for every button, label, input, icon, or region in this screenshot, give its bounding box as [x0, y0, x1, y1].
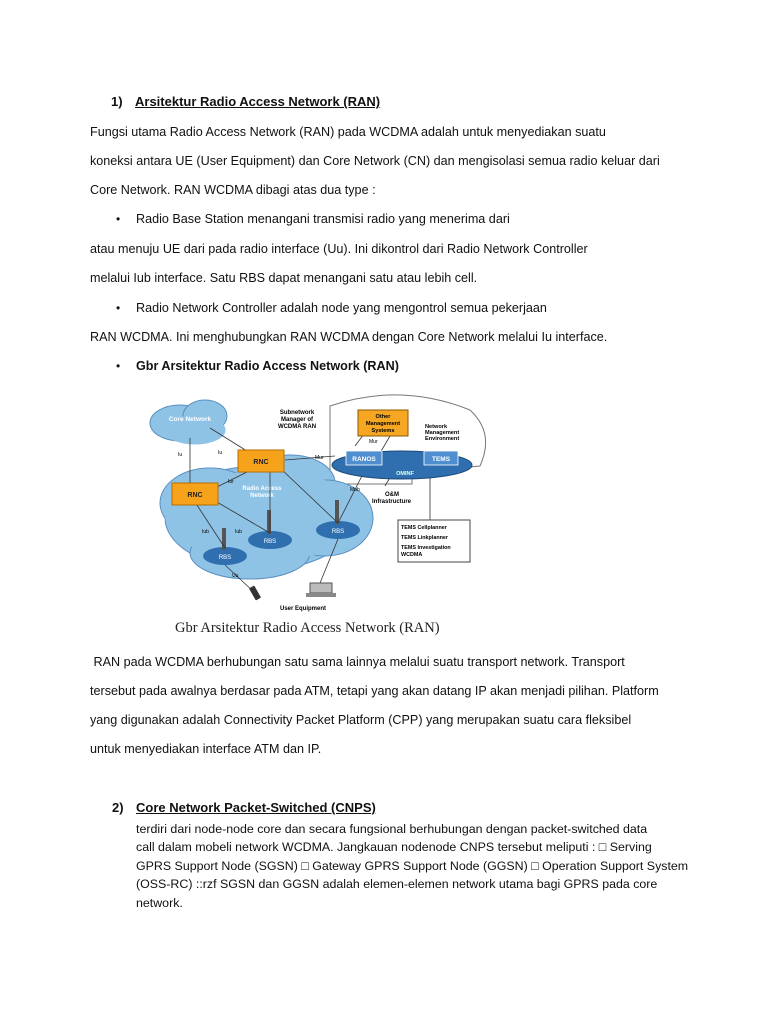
nme-label-2: Management — [425, 430, 460, 436]
user-equipment-label: User Equipment — [279, 606, 327, 612]
iur-label: Iur — [228, 479, 234, 485]
iu-label: Iu — [178, 452, 183, 458]
paragraph-line-4: untuk menyediakan interface ATM dan IP. — [90, 742, 322, 756]
rbs-label: RBS — [218, 555, 232, 561]
section-1-number: 1) — [111, 94, 123, 109]
tems-tool-3: TEMS Investigation — [401, 545, 451, 551]
section-2-line: terdiri dari node-node core dan secara fungsional berhubungan dengan packet-switched data — [136, 822, 648, 836]
other-mgmt-label-1: Other — [375, 414, 391, 420]
paragraph-line-2: tersebut pada awalnya berdasar pada ATM, tetapi yang akan datang IP akan menjadi pilihan. Platform — [90, 684, 659, 698]
core-network-label: Core Network — [168, 416, 212, 423]
tems-tool-2: TEMS Linkplanner — [401, 535, 449, 541]
bullet-1-line-2: atau menuju UE dari pada radio interface (Uu). Ini dikontrol dari Radio Network Controller — [90, 242, 588, 256]
laptop-base-icon — [306, 593, 336, 597]
subnetwork-manager-label-3: WCDMA RAN — [277, 424, 317, 430]
phone-icon — [249, 585, 261, 600]
intro-line-1: Fungsi utama Radio Access Network (RAN) pada WCDMA adalah untuk menyediakan suatu — [90, 125, 606, 139]
ranos-label: RANOS — [352, 456, 376, 463]
rnc-label: RNC — [187, 492, 203, 499]
ominf-label: OMINF — [396, 471, 414, 477]
section-2-number: 2) — [112, 800, 124, 815]
section-1-heading — [111, 94, 380, 110]
laptop-icon — [310, 583, 332, 593]
other-mgmt-label-3: Systems — [371, 428, 395, 434]
nme-label-1: Network — [425, 424, 448, 430]
tems-label: TEMS — [431, 456, 451, 463]
core-network-cloud — [150, 400, 227, 444]
section-1-title: Arsitektur Radio Access Network (RAN) — [135, 94, 381, 109]
mur-label: Mur — [315, 455, 324, 461]
iu-label: Iu — [218, 450, 223, 456]
nme-label-3: Environment — [425, 436, 460, 442]
subnetwork-manager-label-1: Subnetwork — [279, 410, 315, 416]
om-infra-label-1: O&M — [385, 492, 399, 498]
bullet-icon: • — [116, 359, 121, 373]
bullet-1-line-3: melalui Iub interface. Satu RBS dapat menangani satu atau lebih cell. — [90, 271, 478, 285]
rbs-label: RBS — [263, 539, 277, 545]
paragraph-line-3: yang digunakan adalah Connectivity Packet Platform (CPP) yang merupakan suatu cara fleksibel — [90, 713, 632, 727]
bullet-1-first: Radio Base Station menangani transmisi radio yang menerima dari — [136, 212, 510, 226]
section-2-line: GPRS Support Node (SGSN) □ Gateway GPRS Support Node (GGSN) □ Operation Support System — [136, 858, 689, 873]
subnetwork-manager-label-2: Manager of — [280, 417, 314, 423]
section-2-heading — [112, 800, 376, 816]
figure-bullet-label: Gbr Arsitektur Radio Access Network (RAN) — [136, 359, 399, 373]
paragraph-line-1: RAN pada WCDMA berhubungan satu sama lainnya melalui suatu transport network. Transport — [90, 655, 625, 669]
section-2-line: (OSS-RC) ::rzf SGSN dan GGSN adalah elemen-elemen network utama bagi GPRS pada core — [136, 877, 658, 892]
ran-architecture-diagram — [140, 388, 490, 616]
rbs-label: RBS — [331, 529, 345, 535]
figure-caption: Gbr Arsitektur Radio Access Network (RAN) — [175, 620, 440, 636]
mur-label: Mur — [369, 439, 378, 445]
uu-label: Uu — [232, 573, 239, 579]
bullet-2-line-2: RAN WCDMA. Ini menghubungkan RAN WCDMA dengan Core Network melalui Iu interface. — [90, 330, 608, 344]
section-2-body — [136, 820, 688, 912]
tems-tool-4: WCDMA — [401, 552, 423, 558]
mub-label: Mub — [350, 487, 360, 493]
tems-tool-1: TEMS Cellplanner — [401, 525, 447, 531]
ran-label-1: Radio Access — [242, 486, 282, 492]
bullet-icon: • — [116, 301, 121, 315]
bullet-2-first: Radio Network Controller adalah node yang mengontrol semua pekerjaan — [136, 301, 547, 315]
intro-line-2: koneksi antara UE (User Equipment) dan Core Network (CN) dan mengisolasi semua radio keluar dari — [90, 154, 660, 168]
rnc-label: RNC — [253, 459, 269, 466]
bullet-icon: • — [116, 212, 121, 226]
section-2-title: Core Network Packet-Switched (CNPS) — [136, 800, 376, 815]
om-infra-label-2: Infrastructure — [372, 499, 412, 505]
ran-label-2: Network — [250, 493, 274, 499]
section-2-line: network. — [136, 895, 183, 910]
iub-label: Iub — [235, 529, 242, 535]
intro-line-3: Core Network. RAN WCDMA dibagi atas dua type : — [90, 183, 376, 197]
other-mgmt-label-2: Management — [365, 421, 401, 427]
section-2-line: call dalam mobeli network WCDMA. Jangkauan nodenode CNPS tersebut meliputi : □ Serving — [136, 840, 652, 855]
iub-label: Iub — [202, 529, 209, 535]
